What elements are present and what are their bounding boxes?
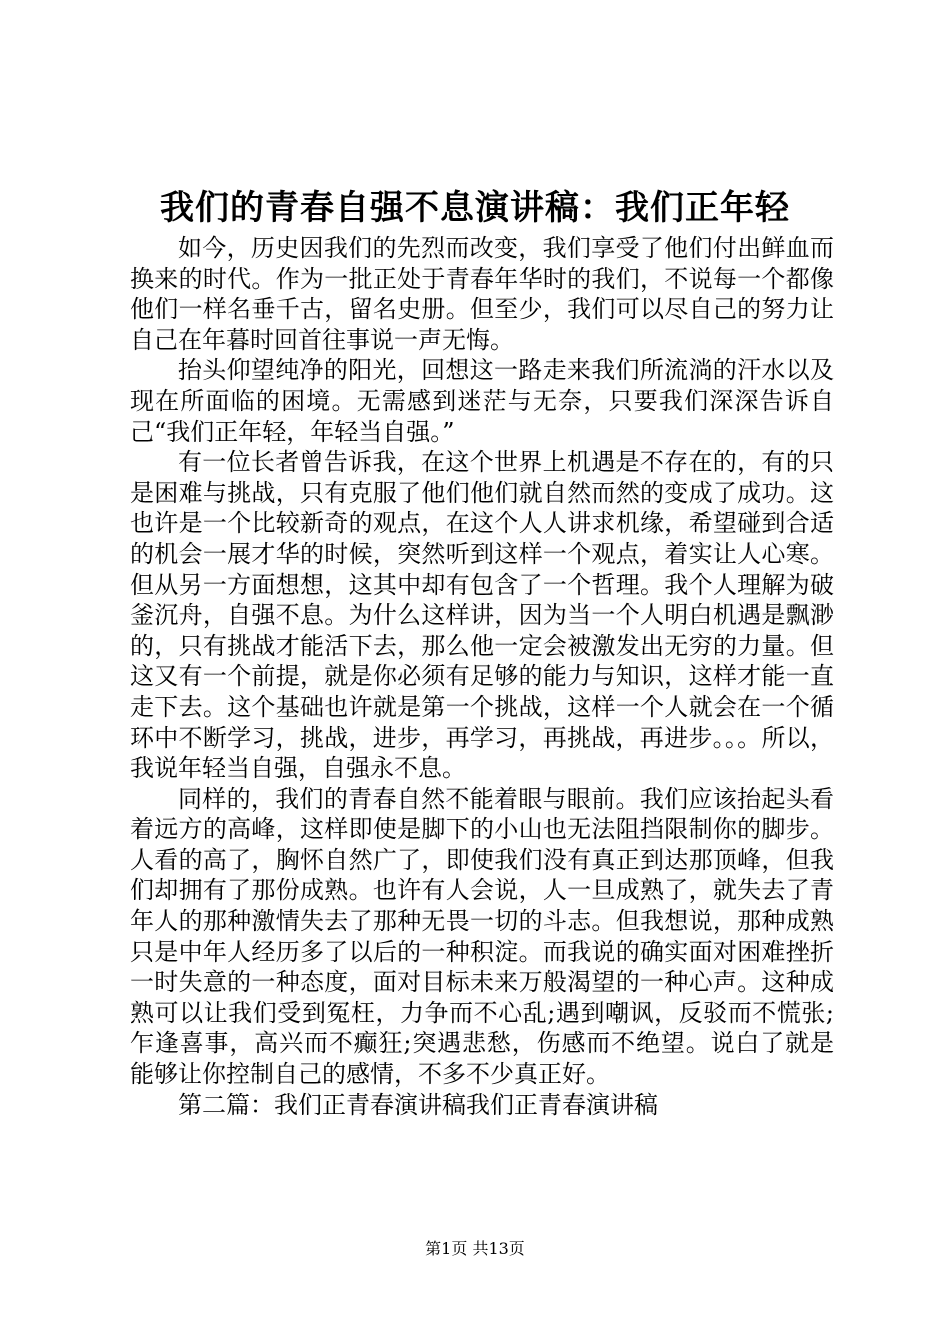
- section-heading: 第二篇：我们正青春演讲稿我们正青春演讲稿: [178, 1090, 658, 1119]
- paragraph: 抬头仰望纯净的阳光，回想这一路走来我们所流淌的汗水以及现在所面临的困境。无需感到迷茫与无奈，只要我们深深告诉自己“我们正年轻，年轻当自强。”: [130, 356, 834, 446]
- page-footer: 第1页 共13页: [425, 1239, 525, 1258]
- paragraph: 同样的，我们的青春自然不能着眼与眼前。我们应该抬起头看着远方的高峰，这样即使是脚下的小山也无法阻挡限制你的脚步。人看的高了，胸怀自然广了，即使我们没有真正到达那顶峰，但我们却拥有了那份成熟。也许有人会说，人一旦成熟了，就失去了青年人的那种激情失去了那种无畏一切的斗志。但我想说，那种成熟只是中年人经历多了以后的一种积淀。而我说的确实面对困难挫折一时失意的一种态度，面对目标未来万般渴望的一种心声。这种成熟可以让我们受到冤枉，力争而不心乱;遇到嘲讽，反驳而不慌张;乍逢喜事，高兴而不癫狂;突遇悲愁，伤感而不绝望。说白了就是能够让你控制自己的感情，不多不少真正好。: [130, 784, 834, 1089]
- document-title: 我们的青春自强不息演讲稿：我们正年轻: [160, 188, 790, 228]
- paragraph: 有一位长者曾告诉我，在这个世界上机遇是不存在的，有的只是困难与挑战，只有克服了他们他们就自然而然的变成了成功。这也许是一个比较新奇的观点，在这个人人讲求机缘，希望碰到合适的机会一展才华的时候，突然听到这样一个观点，着实让人心寒。但从另一方面想想，这其中却有包含了一个哲理。我个人理解为破釜沉舟，自强不息。为什么这样讲，因为当一个人明白机遇是飘渺的，只有挑战才能活下去，那么他一定会被激发出无穷的力量。但这又有一个前提，就是你必须有足够的能力与知识，这样才能一直走下去。这个基础也许就是第一个挑战，这样一个人就会在一个循环中不断学习，挑战，进步，再学习，再挑战，再进步。。。所以，我说年轻当自强，自强永不息。: [130, 448, 834, 783]
- paragraph: 如今，历史因我们的先烈而改变，我们享受了他们付出鲜血而换来的时代。作为一批正处于青春年华时的我们，不说每一个都像他们一样名垂千古，留名史册。但至少，我们可以尽自己的努力让自己在年暮时回首往事说一声无悔。: [130, 234, 834, 354]
- document-body: [130, 233, 834, 1120]
